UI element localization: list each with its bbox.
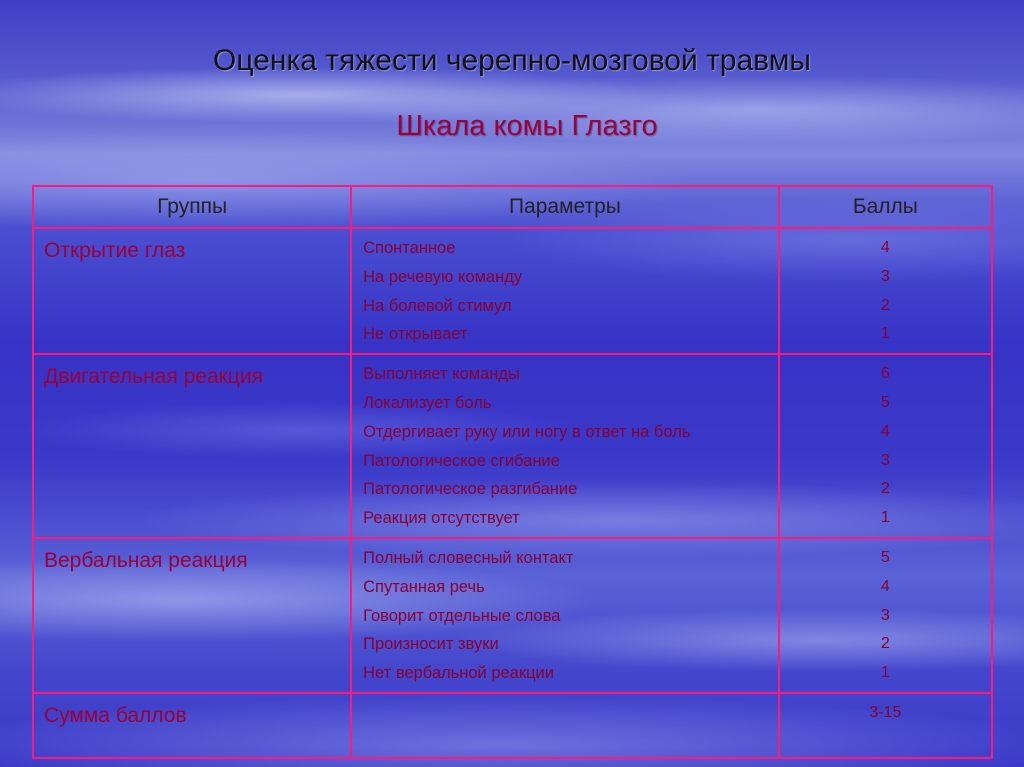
slide-subtitle: Шкала комы Глазго [396,110,658,142]
param-item: Патологическое разгибание [363,480,578,499]
point-value: 6 [880,365,890,383]
param-item: Локализует боль [363,393,492,412]
point-value: 2 [880,296,890,314]
table-row-verbal-response [33,538,992,693]
table-row-total [33,693,992,758]
total-points-cell [779,693,992,758]
points-verbal-response [779,538,992,693]
points-eye-opening [779,228,992,354]
param-item: Отдергивает руку или ногу в ответ на боль [363,422,691,441]
param-item: Произносит звуки [363,635,499,654]
param-item: Нет вербальной реакции [363,664,554,683]
point-value: 3 [880,606,890,624]
glasgow-coma-scale-table [32,185,993,759]
table-header-row [33,186,992,228]
point-value: 4 [880,422,890,440]
header-points: Баллы [779,186,992,228]
point-value: 1 [880,664,890,682]
point-value: 2 [880,635,890,653]
slide-title: Оценка тяжести черепно-мозговой травмы [213,44,811,77]
total-empty-cell [351,693,779,758]
params-eye-opening [351,228,779,354]
point-value: 1 [880,509,890,527]
param-item: Говорит отдельные слова [363,606,561,625]
table-row-eye-opening [33,228,992,354]
param-item: Не открывает [363,325,468,344]
header-parameters: Параметры [351,186,779,228]
point-value: 3 [880,267,890,285]
group-eye-opening: Открытие глаз [33,228,351,354]
param-item: Выполняет команды [363,365,520,384]
param-item: Полный словесный контакт [363,548,574,567]
point-value: 4 [880,577,890,595]
total-label: Сумма баллов [33,693,351,758]
param-item: На речевую команду [363,267,523,286]
table-row-motor-response [33,354,992,538]
param-item: Спонтанное [363,239,456,257]
header-groups: Группы [33,186,351,228]
point-value: 1 [880,325,890,343]
points-motor-response [779,354,992,538]
param-item: Спутанная речь [363,577,485,596]
point-value: 5 [880,548,890,566]
point-value: 3 [880,451,890,469]
point-value: 4 [880,239,890,256]
point-value: 5 [880,393,890,411]
param-item: На болевой стимул [363,296,512,315]
param-item: Реакция отсутствует [363,509,520,528]
group-motor-response: Двигательная реакция [33,354,351,538]
params-verbal-response [351,538,779,693]
point-value: 2 [880,480,890,498]
group-verbal-response: Вербальная реакция [33,538,351,693]
params-motor-response [351,354,779,538]
param-item: Патологическое сгибание [363,451,560,470]
total-value: 3-15 [869,703,902,721]
